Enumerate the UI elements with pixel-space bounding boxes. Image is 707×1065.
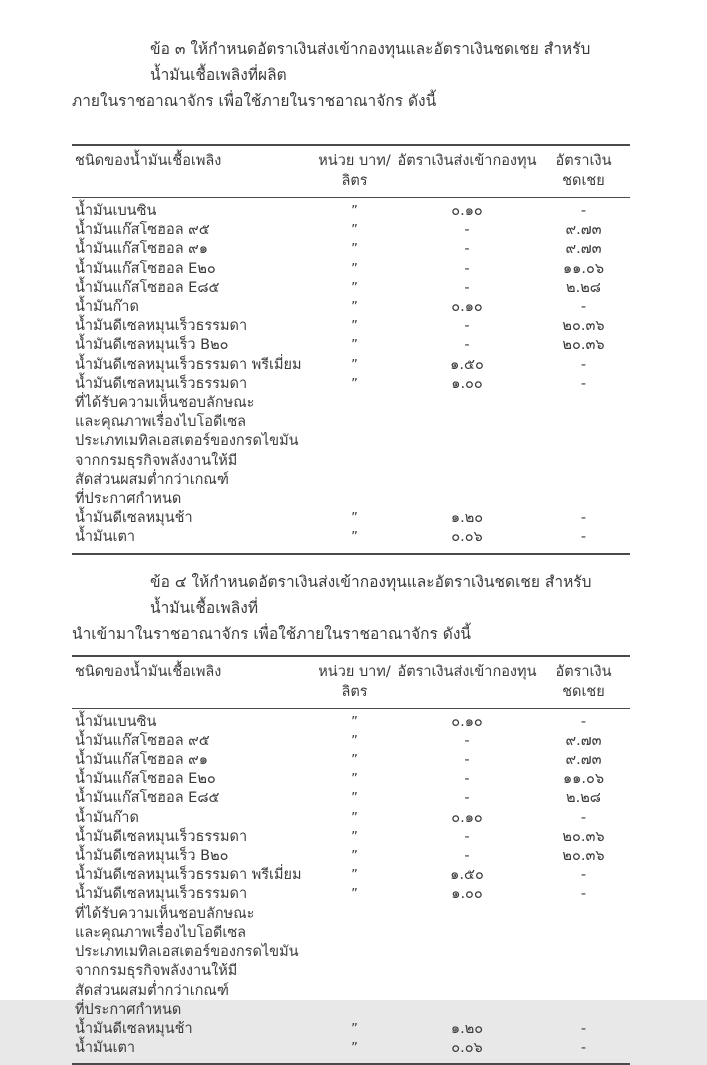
compensation-cell: ๒.๒๘: [566, 279, 601, 296]
compensation-cell: ๙.๗๓: [565, 752, 602, 769]
fuel-type-cell: [72, 1020, 312, 1039]
compensation-cell: ๒๐.๓๖: [562, 337, 605, 354]
fuel-type-line: น้ำมันก๊าด: [75, 809, 139, 826]
table-row: [72, 240, 630, 259]
fuel-rates-table-imported: [72, 655, 630, 1065]
compensation-cell: -: [580, 1020, 587, 1037]
fund-rate-cell: -: [464, 337, 470, 354]
fuel-type-cell: [72, 789, 312, 808]
table-row: [72, 809, 630, 828]
fuel-type-line: น้ำมันเบนซิน: [75, 713, 157, 730]
table-row: [72, 847, 630, 866]
compensation-cell: -: [580, 510, 587, 527]
fuel-type-cell: [72, 375, 312, 509]
fund-rate-cell: -: [464, 848, 470, 865]
fuel-type-cell: [72, 240, 312, 259]
header-fund-rate: อัตราเงินส่งเข้ากองทุน: [397, 663, 537, 680]
unit-ditto-cell: ”: [351, 204, 358, 219]
table-row: [72, 1020, 630, 1039]
fuel-type-line: น้ำมันดีเซลหมุนเร็วธรรมดา: [75, 886, 248, 903]
table-row: [72, 509, 630, 528]
fuel-type-line: น้ำมันเตา: [75, 529, 136, 546]
compensation-cell: ๒๐.๓๖: [562, 318, 605, 335]
fuel-type-line: ที่ประกาศกำหนด: [75, 491, 182, 508]
unit-ditto-cell: ”: [351, 753, 358, 769]
unit-ditto-cell: ”: [351, 319, 358, 335]
fuel-type-line: น้ำมันแก๊สโซฮอล E๘๕: [75, 279, 220, 296]
unit-ditto-cell: ”: [351, 1021, 358, 1037]
fund-rate-cell: ๑.๒๐: [450, 510, 484, 527]
fuel-type-line: น้ำมันแก๊สโซฮอล E๘๕: [75, 790, 220, 807]
table-row: [72, 221, 630, 240]
fuel-type-cell: [72, 885, 312, 1019]
fuel-type-line: น้ำมันเตา: [75, 1040, 136, 1057]
fuel-type-cell: [72, 866, 312, 885]
compensation-cell: ๙.๗๓: [565, 732, 602, 749]
fuel-type-line: ที่ได้รับความเห็นชอบลักษณะ: [75, 905, 255, 922]
fuel-type-line: น้ำมันแก๊สโซฮอล ๙๑: [75, 752, 209, 769]
table-row: [72, 317, 630, 336]
fuel-type-line: น้ำมันดีเซลหมุนช้า: [75, 1020, 193, 1037]
fund-rate-cell: ๑.๕๐: [450, 867, 484, 884]
table-header-row: [72, 657, 630, 709]
compensation-cell: -: [580, 375, 587, 392]
fund-rate-cell: -: [464, 732, 470, 749]
compensation-cell: -: [580, 299, 587, 316]
table-row: [72, 356, 630, 375]
fuel-type-line: น้ำมันแก๊สโซฮอล ๙๑: [75, 241, 209, 258]
compensation-cell: -: [580, 809, 587, 826]
fuel-type-cell: [72, 713, 312, 732]
unit-ditto-cell: ”: [351, 357, 358, 373]
unit-ditto-cell: ”: [351, 810, 358, 826]
fund-rate-cell: -: [464, 279, 470, 296]
clause-4-line1: ข้อ ๔ ให้กำหนดอัตราเงินส่งเข้ากองทุนและอัตราเงินชดเชย สำหรับน้ำมันเชื้อเพลิงที่: [150, 572, 592, 617]
unit-ditto-cell: ”: [351, 1041, 358, 1057]
unit-ditto-cell: ”: [351, 261, 358, 277]
unit-ditto-cell: ”: [351, 376, 358, 392]
header-unit: หน่วย บาท/ลิตร: [318, 663, 391, 700]
fund-rate-cell: -: [464, 241, 470, 258]
header-fuel-type: ชนิดของน้ำมันเชื้อเพลิง: [75, 153, 222, 169]
clause-3-line2: ภายในราชอาณาจักร เพื่อใช้ภายในราชอาณาจักร ดังนี้: [72, 92, 437, 110]
fuel-type-line: น้ำมันดีเซลหมุนเร็วธรรมดา พรีเมี่ยม: [75, 356, 302, 373]
fuel-type-cell: [72, 336, 312, 355]
fuel-type-cell: [72, 770, 312, 789]
fuel-type-line: ที่ประกาศกำหนด: [75, 1001, 182, 1018]
fuel-type-cell: [72, 317, 312, 336]
fund-rate-cell: ๐.๑๐: [451, 203, 483, 219]
fund-rate-cell: ๐.๐๖: [451, 529, 483, 546]
fuel-type-cell: [72, 847, 312, 866]
fund-rate-cell: ๐.๑๐: [451, 809, 483, 826]
table-header-row: [72, 146, 630, 198]
fuel-type-cell: [72, 828, 312, 847]
header-fund-rate: อัตราเงินส่งเข้ากองทุน: [397, 153, 537, 169]
fuel-type-cell: [72, 260, 312, 279]
fund-rate-cell: ๑.๕๐: [450, 356, 484, 373]
fuel-type-line: ที่ได้รับความเห็นชอบลักษณะ: [75, 395, 255, 412]
fuel-type-line: และคุณภาพเรื่องไบโอดีเซล: [75, 924, 247, 941]
unit-ditto-cell: ”: [351, 300, 358, 316]
unit-ditto-cell: ”: [351, 772, 358, 788]
fuel-type-cell: [72, 509, 312, 528]
compensation-cell: -: [580, 529, 587, 546]
clause-4-paragraph: [72, 569, 630, 647]
fuel-type-cell: [72, 356, 312, 375]
clause-3-line1: ข้อ ๓ ให้กำหนดอัตราเงินส่งเข้ากองทุนและอัตราเงินชดเชย สำหรับน้ำมันเชื้อเพลิงที่ผลิต: [150, 40, 591, 84]
unit-ditto-cell: ”: [351, 829, 358, 845]
fuel-type-line: สัดส่วนผสมต่ำกว่าเกณฑ์: [75, 471, 229, 488]
compensation-cell: ๙.๗๓: [565, 241, 602, 258]
header-compensation: อัตราเงินชดเชย: [555, 153, 612, 189]
unit-ditto-cell: ”: [351, 223, 358, 239]
fund-rate-cell: -: [464, 752, 470, 769]
unit-ditto-cell: ”: [351, 733, 358, 749]
fuel-type-line: จากกรมธุรกิจพลังงานให้มี: [75, 963, 238, 980]
table-row: [72, 260, 630, 279]
unit-ditto-cell: ”: [351, 242, 358, 258]
table-row: [72, 789, 630, 808]
fuel-type-line: น้ำมันก๊าด: [75, 299, 139, 316]
fuel-type-line: จากกรมธุรกิจพลังงานให้มี: [75, 452, 238, 469]
fund-rate-cell: -: [464, 222, 470, 239]
table-body: [72, 709, 630, 1064]
fuel-rates-table-domestic: [72, 144, 630, 555]
fuel-type-cell: [72, 202, 312, 221]
fuel-type-cell: [72, 221, 312, 240]
fuel-type-line: น้ำมันแก๊สโซฮอล E๒๐: [75, 260, 216, 277]
fuel-type-line: ประเภทเมทิลเอสเตอร์ของกรดไขมัน: [75, 433, 299, 450]
fuel-type-line: สัดส่วนผสมต่ำกว่าเกณฑ์: [75, 982, 229, 999]
compensation-cell: -: [580, 713, 587, 730]
fuel-type-line: ประเภทเมทิลเอสเตอร์ของกรดไขมัน: [75, 944, 299, 961]
fuel-type-line: น้ำมันเบนซิน: [75, 203, 157, 219]
table-row: [72, 770, 630, 789]
unit-ditto-cell: ”: [351, 338, 358, 354]
table-body: [72, 198, 630, 553]
table-row: [72, 336, 630, 355]
fuel-type-cell: [72, 732, 312, 751]
table-row: [72, 1039, 630, 1058]
fuel-type-cell: [72, 298, 312, 317]
clause-3-paragraph: [72, 36, 630, 114]
compensation-cell: -: [580, 867, 587, 884]
fuel-type-line: น้ำมันแก๊สโซฮอล ๙๕: [75, 732, 210, 749]
unit-ditto-cell: ”: [351, 280, 358, 296]
fund-rate-cell: ๐.๐๖: [451, 1040, 483, 1057]
fund-rate-cell: ๑.๐๐: [451, 375, 483, 392]
fuel-type-line: น้ำมันดีเซลหมุนช้า: [75, 510, 193, 527]
unit-ditto-cell: ”: [351, 868, 358, 884]
unit-ditto-cell: ”: [351, 511, 358, 527]
table-row: [72, 202, 630, 221]
table-row: [72, 298, 630, 317]
compensation-cell: ๑๑.๐๖: [562, 260, 605, 277]
compensation-cell: ๒.๒๘: [566, 790, 601, 807]
table-row: [72, 866, 630, 885]
unit-ditto-cell: ”: [351, 849, 358, 865]
fuel-type-line: น้ำมันดีเซลหมุนเร็ว B๒๐: [75, 337, 229, 354]
fund-rate-cell: -: [464, 318, 470, 335]
compensation-cell: ๑๑.๐๖: [562, 771, 605, 788]
compensation-cell: ๒๐.๓๖: [562, 828, 605, 845]
fuel-type-cell: [72, 528, 312, 547]
table-row: [72, 751, 630, 770]
fund-rate-cell: -: [464, 828, 470, 845]
fund-rate-cell: -: [464, 260, 470, 277]
fund-rate-cell: -: [464, 790, 470, 807]
fuel-type-line: และคุณภาพเรื่องไบโอดีเซล: [75, 414, 247, 431]
fuel-type-line: น้ำมันดีเซลหมุนเร็วธรรมดา: [75, 828, 248, 845]
fuel-type-cell: [72, 809, 312, 828]
unit-ditto-cell: ”: [351, 887, 358, 903]
compensation-cell: ๙.๗๓: [565, 222, 602, 239]
fuel-type-line: น้ำมันดีเซลหมุนเร็วธรรมดา: [75, 375, 248, 392]
table-row: [72, 885, 630, 1019]
unit-ditto-cell: ”: [351, 714, 358, 730]
compensation-cell: -: [580, 1040, 587, 1057]
fund-rate-cell: -: [464, 771, 470, 788]
header-compensation: อัตราเงินชดเชย: [555, 663, 612, 700]
compensation-cell: -: [580, 356, 587, 373]
unit-ditto-cell: ”: [351, 791, 358, 807]
compensation-cell: -: [580, 203, 587, 219]
fuel-type-cell: [72, 1039, 312, 1058]
unit-ditto-cell: ”: [351, 530, 358, 546]
fuel-type-line: น้ำมันดีเซลหมุนเร็วธรรมดา: [75, 318, 248, 335]
table-row: [72, 828, 630, 847]
compensation-cell: ๒๐.๓๖: [562, 848, 605, 865]
fuel-type-line: น้ำมันดีเซลหมุนเร็วธรรมดา พรีเมี่ยม: [75, 867, 302, 884]
fuel-type-line: น้ำมันแก๊สโซฮอล ๙๕: [75, 222, 210, 239]
compensation-cell: -: [580, 886, 587, 903]
fund-rate-cell: ๑.๒๐: [450, 1020, 484, 1037]
table-row: [72, 528, 630, 547]
table-row: [72, 713, 630, 732]
fuel-type-line: น้ำมันแก๊สโซฮอล E๒๐: [75, 771, 216, 788]
table-row: [72, 375, 630, 509]
fund-rate-cell: ๐.๑๐: [451, 299, 483, 316]
header-fuel-type: ชนิดของน้ำมันเชื้อเพลิง: [75, 663, 222, 680]
table-row: [72, 279, 630, 298]
fund-rate-cell: ๐.๑๐: [451, 713, 483, 730]
fuel-type-line: น้ำมันดีเซลหมุนเร็ว B๒๐: [75, 848, 229, 865]
clause-4-line2: นำเข้ามาในราชอาณาจักร เพื่อใช้ภายในราชอาณาจักร ดังนี้: [72, 624, 472, 643]
fuel-type-cell: [72, 751, 312, 770]
fuel-type-cell: [72, 279, 312, 298]
header-unit: หน่วย บาท/ลิตร: [318, 153, 391, 189]
fund-rate-cell: ๑.๐๐: [451, 886, 483, 903]
table-row: [72, 732, 630, 751]
